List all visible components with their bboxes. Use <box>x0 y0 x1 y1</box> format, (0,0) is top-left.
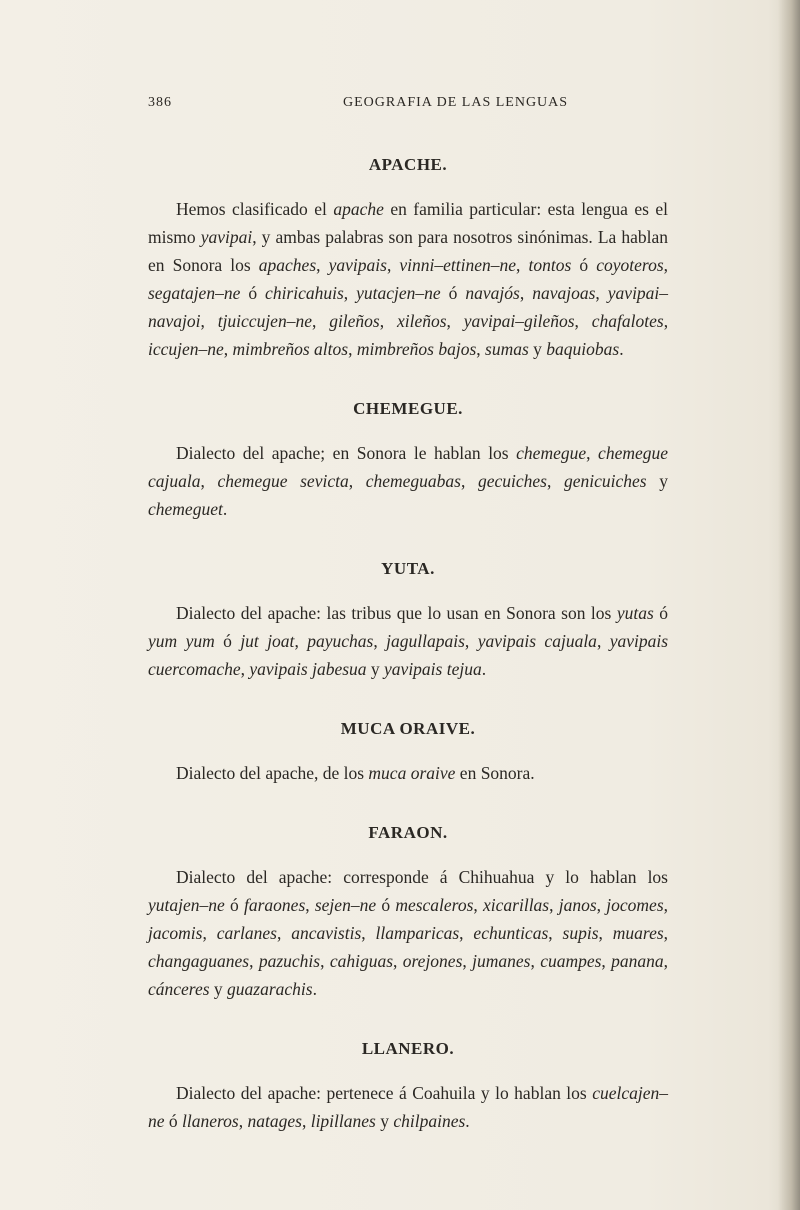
italic-term: iccujen–ne <box>148 339 224 359</box>
text-run: , <box>574 311 592 331</box>
text-run: , <box>200 311 218 331</box>
text-run: . <box>481 659 487 679</box>
italic-term: muares <box>612 923 664 943</box>
italic-term: payuchas <box>307 631 374 651</box>
text-run: , <box>379 311 397 331</box>
text-run: , <box>373 631 387 651</box>
text-run: , <box>459 923 474 943</box>
text-run: . <box>619 339 624 359</box>
italic-term: gileños <box>329 311 380 331</box>
italic-term: jut joat <box>240 631 295 651</box>
section-title: YUTA. <box>381 559 435 578</box>
italic-term: cahiguas <box>329 951 394 971</box>
text-run: Dialecto del apache: las tribus que lo usan en Sonora son los <box>176 603 617 623</box>
text-run: , <box>348 471 366 491</box>
italic-term: muca oraive <box>368 763 456 783</box>
text-run: , <box>547 471 565 491</box>
text-run: ó <box>376 895 396 915</box>
italic-term: chemeguet <box>148 499 223 519</box>
italic-term: chilpaines <box>393 1111 466 1131</box>
text-run: , <box>596 895 607 915</box>
text-run: , <box>460 471 478 491</box>
italic-term: mimbreños bajos <box>356 339 477 359</box>
italic-term: orejones <box>402 951 463 971</box>
italic-term: xileños <box>396 311 447 331</box>
italic-term: chemegue cajuala <box>148 443 669 491</box>
section-paragraph <box>148 863 668 1003</box>
text-run: , <box>595 283 608 303</box>
section-yuta <box>148 559 668 683</box>
text-run: , <box>530 951 541 971</box>
text-run: y <box>209 979 228 999</box>
section-chemegue <box>148 399 668 523</box>
text-run: Dialecto del apache: corresponde á Chihuahua y lo hablan los <box>176 867 668 887</box>
italic-term: chiricahuis <box>265 283 344 303</box>
italic-term: changaguanes <box>148 951 250 971</box>
italic-term: navajoas <box>532 283 596 303</box>
section-llanero <box>148 1039 668 1135</box>
text-run: , <box>549 895 559 915</box>
section-paragraph <box>148 1079 668 1135</box>
italic-term: apaches <box>258 255 317 275</box>
section-title: CHEMEGUE. <box>353 399 463 418</box>
italic-term: vinni–ettinen–ne <box>399 255 517 275</box>
text-run: ó <box>571 255 597 275</box>
page-edge-shadow <box>778 0 800 1210</box>
running-head <box>0 95 800 115</box>
italic-term: jocomes <box>606 895 664 915</box>
italic-term: yavipais cuercomache <box>148 631 669 679</box>
text-run: . <box>222 499 228 519</box>
section-paragraph <box>148 599 668 683</box>
text-run: Dialecto del apache; en Sonora le hablan los <box>176 443 517 463</box>
italic-term: carlanes <box>216 923 277 943</box>
text-run: , <box>663 923 669 943</box>
italic-term: tjuiccujen–ne <box>217 311 312 331</box>
text-run: , <box>277 923 292 943</box>
italic-term: apache <box>333 199 384 219</box>
italic-term: yavipais <box>328 255 387 275</box>
section-faraon <box>148 823 668 1003</box>
text-run: ó <box>214 631 241 651</box>
italic-term: panana <box>611 951 664 971</box>
text-run: , <box>240 659 250 679</box>
italic-term: yutajen–ne <box>148 895 225 915</box>
section-title: APACHE. <box>368 155 448 174</box>
italic-term: guazarachis <box>227 979 313 999</box>
italic-term: yutas <box>616 603 654 623</box>
italic-term: gecuiches <box>478 471 547 491</box>
italic-term: llaneros <box>182 1111 239 1131</box>
text-run: . <box>465 1111 470 1131</box>
italic-term: chemegue <box>516 443 587 463</box>
text-run: ó <box>224 895 244 915</box>
text-run: , <box>386 255 400 275</box>
italic-term: navajós <box>465 283 520 303</box>
section-paragraph <box>148 759 668 787</box>
italic-term: coyoteros <box>596 255 664 275</box>
section-title: LLANERO. <box>361 1039 455 1058</box>
text-run: , <box>223 339 233 359</box>
text-run: , <box>519 283 533 303</box>
text-run: , <box>586 443 599 463</box>
italic-term: natages <box>247 1111 302 1131</box>
italic-term: yavipais tejua <box>384 659 482 679</box>
text-run: , <box>663 951 669 971</box>
italic-term: jumanes <box>472 951 531 971</box>
text-run: , <box>361 923 376 943</box>
italic-term: baquiobas <box>546 339 620 359</box>
text-run: , <box>464 631 478 651</box>
running-title: GEOGRAFIA DE LAS LENGUAS <box>343 95 569 110</box>
text-run: , <box>663 255 669 275</box>
italic-term: mimbreños altos <box>232 339 349 359</box>
italic-term: jagullapais <box>386 631 465 651</box>
text-run: , y ambas palabras son para nosotros sinónimas. La hablan en Sonora los <box>148 227 668 275</box>
italic-term: jacomis <box>148 923 203 943</box>
text-run: , <box>446 311 464 331</box>
text-run: , <box>316 255 329 275</box>
text-run: y <box>528 339 547 359</box>
text-run: ó <box>440 283 466 303</box>
text-run: , <box>294 631 308 651</box>
italic-term: yavipais cajuala <box>477 631 597 651</box>
text-run: , <box>663 311 669 331</box>
italic-term: chemeguabas <box>365 471 461 491</box>
text-run: , <box>305 895 315 915</box>
italic-term: yavipai <box>200 227 253 247</box>
section-paragraph <box>148 195 668 363</box>
text-run: en familia particular: esta lengua es el mismo <box>148 199 668 247</box>
italic-term: faraones <box>244 895 306 915</box>
italic-term: chafalotes <box>591 311 664 331</box>
italic-term: genicuiches <box>564 471 647 491</box>
text-run: , <box>348 339 357 359</box>
section-title: FARAON. <box>368 823 448 842</box>
text-run: en Sonora. <box>455 763 535 783</box>
text-run: , <box>238 1111 248 1131</box>
italic-term: yavipai–gileños <box>463 311 575 331</box>
text-run: , <box>249 951 259 971</box>
italic-term: cuampes <box>540 951 602 971</box>
section-paragraph <box>148 439 668 523</box>
text-run: , <box>473 895 484 915</box>
section-muca-oraive <box>148 719 668 787</box>
italic-term: sumas <box>485 339 529 359</box>
italic-term: supis <box>562 923 599 943</box>
text-run: , <box>200 471 218 491</box>
italic-term: cuelcajen–ne <box>148 1083 668 1131</box>
text-run: . <box>312 979 317 999</box>
text-run: ó <box>653 603 669 623</box>
text-run: , <box>516 255 529 275</box>
italic-term: cánceres <box>148 979 210 999</box>
text-run: , <box>301 1111 311 1131</box>
italic-term: yavipais jabesua <box>249 659 367 679</box>
italic-term: yavipai–navajoi <box>148 283 669 331</box>
page-number: 386 <box>148 95 172 110</box>
text-run: , <box>343 283 357 303</box>
text-run: , <box>320 951 330 971</box>
section-apache <box>148 155 668 363</box>
text-run: Dialecto del apache: pertenece á Coahuila y lo hablan los <box>176 1083 593 1103</box>
text-run: y <box>366 659 385 679</box>
text-run: , <box>598 923 613 943</box>
text-run: ó <box>164 1111 183 1131</box>
text-run: Dialecto del apache, de los <box>176 763 369 783</box>
italic-term: tontos <box>528 255 572 275</box>
text-run: ó <box>240 283 266 303</box>
italic-term: lipillanes <box>310 1111 376 1131</box>
page-body <box>148 155 668 1171</box>
italic-term: llamparicas <box>375 923 460 943</box>
text-run: , <box>596 631 610 651</box>
italic-term: ancavistis <box>291 923 362 943</box>
italic-term: pazuchis <box>258 951 321 971</box>
text-run: y <box>646 471 669 491</box>
italic-term: chemegue sevicta <box>217 471 349 491</box>
text-run: , <box>462 951 473 971</box>
italic-term: yum yum <box>148 631 215 651</box>
text-run: , <box>601 951 612 971</box>
text-run: , <box>202 923 217 943</box>
italic-term: segatajen–ne <box>148 283 241 303</box>
section-title: MUCA ORAIVE. <box>340 719 476 738</box>
text-run: , <box>663 895 669 915</box>
italic-term: echunticas <box>473 923 549 943</box>
italic-term: xicarillas <box>483 895 550 915</box>
italic-term: yutacjen–ne <box>356 283 441 303</box>
text-run: Hemos clasificado el <box>176 199 334 219</box>
italic-term: sejen–ne <box>314 895 377 915</box>
text-run: , <box>476 339 486 359</box>
text-run: , <box>393 951 403 971</box>
text-run: , <box>311 311 330 331</box>
italic-term: janos <box>558 895 597 915</box>
text-run: , <box>548 923 563 943</box>
text-run: y <box>375 1111 394 1131</box>
italic-term: mescaleros <box>395 895 474 915</box>
